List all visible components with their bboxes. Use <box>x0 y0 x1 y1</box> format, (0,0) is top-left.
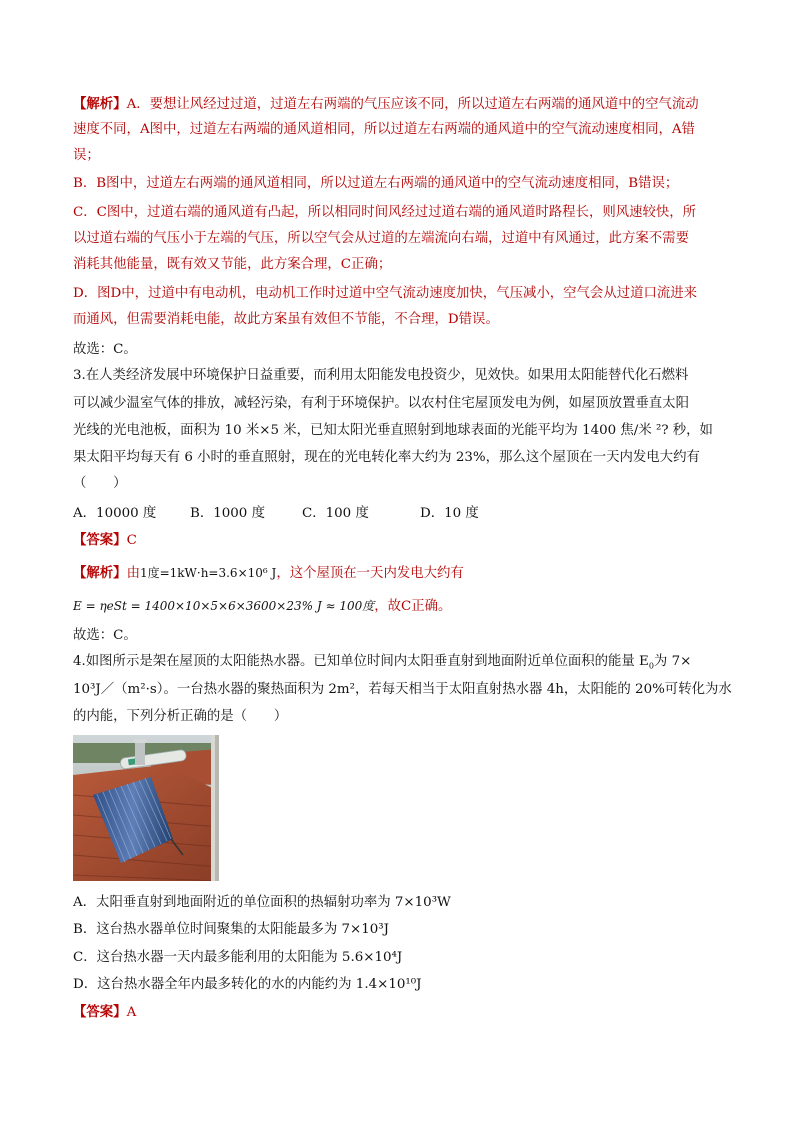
q4-option-a: A．太阳垂直射到地面附近的单位面积的热辐射功率为 7×10³W <box>73 895 451 910</box>
formula-energy: E = ηeSt = 1400×10×5×6×3600×23% J ≈ 100度 <box>73 599 375 613</box>
q4-answer <box>73 1002 723 1023</box>
formula-kwh: 1度=1kW·h=3.6×10⁶ J <box>139 566 277 580</box>
subscript: 0 <box>648 661 654 671</box>
q3-analysis-line2 <box>73 595 451 614</box>
q4-line1-tail: 为 7× <box>653 654 692 669</box>
q2-analysis-c-line3: 消耗其他能量，既有效又节能，此方案合理，C正确； <box>73 257 392 272</box>
q3-option-b: B．1000 度 <box>190 506 265 521</box>
q3-option-c: C．100 度 <box>302 506 369 521</box>
q3-line5: （ ） <box>73 476 127 491</box>
analysis-text: A．要想让风经过过道，过道左右两端的气压应该不同，所以过道左右两端的通风道中的空气流动 <box>126 97 699 112</box>
analysis-label: 【解析】 <box>73 96 127 112</box>
q4-line2: 10³J／（m²·s）。一台热水器的聚热面积为 2m²，若每天相当于太阳直射热水器 4h，太阳能的 20%可转化为水 <box>73 682 732 697</box>
q3-line3: 光线的光电池板，面积为 10 米×5 米，已知太阳光垂直照射到地球表面的光能平均为 1400 焦/米 ²? 秒，如 <box>73 423 713 438</box>
q2-analysis-c-line2: 以过道右端的气压小于左端的气压，所以空气会从过道的左端流向右端，过道中有风通过，此方案不需要 <box>73 231 689 246</box>
q2-analysis-a-line3: 误； <box>73 148 100 163</box>
q4-line3: 的内能，下列分析正确的是（ ） <box>73 709 288 724</box>
q4-option-c: C．这台热水器一天内最多能利用的太阳能为 5.6×10⁴J <box>73 950 403 965</box>
q4-line1-text: 4.如图所示是架在屋顶的太阳能热水器。已知单位时间内太阳垂直射到地面附近单位面积的能量 E <box>73 654 649 669</box>
analysis-text: ，故C正确。 <box>374 599 452 614</box>
answer-label: 【答案】 <box>73 532 127 548</box>
answer-label: 【答案】 <box>73 1004 127 1020</box>
q4-option-b: B．这台热水器单位时间聚集的太阳能最多为 7×10³J <box>73 922 390 937</box>
q2-analysis-d-line1: D．图D中，过道中有电动机，电动机工作时过道中空气流动速度加快，气压减小，空气会从过道口流进来 <box>73 286 698 301</box>
answer-value: C <box>126 533 137 548</box>
q3-analysis-line1 <box>73 562 464 581</box>
q4-line1 <box>73 652 723 672</box>
q3-options <box>73 502 723 524</box>
q3-line2: 可以减少温室气体的排放，减轻污染，有利于环境保护。以农村住宅屋顶发电为例，如屋顶放置垂直太阳 <box>73 396 689 411</box>
q2-analysis-a-line2: 速度不同，A图中，过道左右两端的通风道相同，所以过道左右两端的通风道中的空气流动速度相同，A错 <box>73 122 695 137</box>
q3-option-d: D．10 度 <box>420 506 479 521</box>
analysis-label: 【解析】 <box>73 565 127 581</box>
q4-option-d: D．这台热水器全年内最多转化的水的内能约为 1.4×10¹⁰J <box>73 977 422 992</box>
answer-value: A <box>126 1005 137 1020</box>
q3-conclusion: 故选：C。 <box>73 628 137 643</box>
q2-conclusion: 故选：C。 <box>73 342 137 357</box>
q2-analysis-c-line1: C．C图中，过道右端的通风道有凸起，所以相同时间风经过过道右端的通风道时路程长，则风速较快，所 <box>73 205 697 220</box>
q2-analysis-a-line1 <box>73 94 723 115</box>
q2-analysis-d-line2: 而通风，但需要消耗电能，故此方案虽有效但不节能，不合理，D错误。 <box>73 312 499 327</box>
analysis-text: ，这个屋顶在一天内发电大约有 <box>276 566 464 581</box>
analysis-prefix: 由 <box>126 566 140 581</box>
q3-option-a: A．10000 度 <box>73 506 157 521</box>
solar-water-heater-photo <box>73 735 219 881</box>
q3-line1: 3.在人类经济发展中环境保护日益重要，而利用太阳能发电投资少，见效快。如果用太阳能替代化石燃料 <box>73 368 689 383</box>
q3-line4: 果太阳平均每天有 6 小时的垂直照射，现在的光电转化率大约为 23%，那么这个屋顶在一天内发电大约有 <box>73 450 700 465</box>
q3-answer <box>73 530 723 551</box>
q2-analysis-b-line1: B．B图中，过道左右两端的通风道相同，所以过道左右两端的通风道中的空气流动速度相同，B错误； <box>73 176 679 191</box>
